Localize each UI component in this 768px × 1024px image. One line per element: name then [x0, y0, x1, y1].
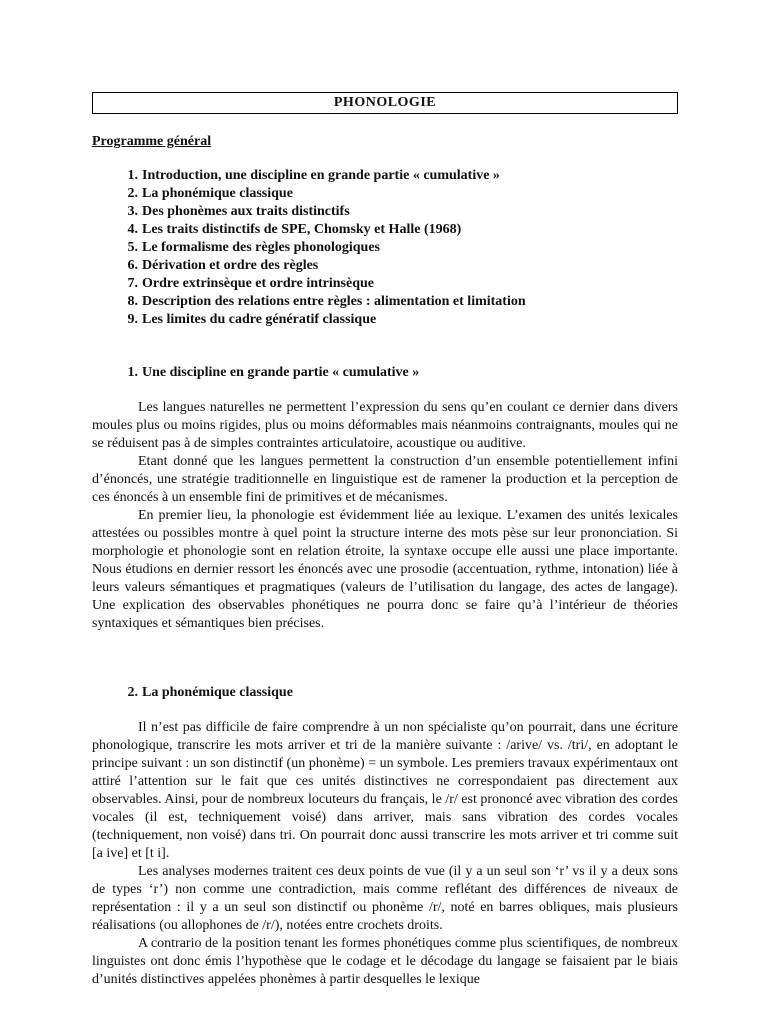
paragraph: Les langues naturelles ne permettent l’expression du sens qu’en coulant ce dernier dans divers moules plus ou moins rigides, plus ou moins déformables mais néanmoins contraignants, moules qui ne se réduisent pas à de simples contraintes articulatoire, acoustique ou auditive. [92, 400, 678, 451]
toc-label: Ordre extrinsèque et ordre intrinsèque [142, 276, 375, 291]
document-title: PHONOLOGIE [92, 92, 678, 114]
toc-item [92, 275, 676, 293]
toc-item [92, 203, 676, 221]
toc-item [92, 167, 676, 185]
section-body [92, 719, 678, 989]
toc-label: Des phonèmes aux traits distinctifs [142, 204, 350, 219]
toc-item [92, 221, 676, 239]
paragraph: En premier lieu, la phonologie est évidemment liée au lexique. L’examen des unités lexicales attestées ou possibles montre à quel point la structure interne des mots pèse sur leur prononciation. Si morphologie et phonologie sont en relation étroite, la syntaxe occupe elle aussi une place importante. Nous étudions en dernier ressort les énoncés avec une prosodie (accentuation, rythme, intonation) liée à leurs valeurs sémantiques et pragmatiques (valeurs de l’utilisation du langage, des actes de langage). Une explication des observables phonétiques ne pourra donc se faire qu’à l’intérieur de théories syntaxiques et sémantiques bien précises. [92, 508, 678, 631]
toc-label: La phonémique classique [142, 186, 293, 201]
toc-number: 6. [127, 258, 138, 273]
section-number: 2. [127, 685, 138, 700]
toc-item [92, 293, 676, 311]
section-heading [92, 684, 676, 702]
toc-label: Description des relations entre règles : alimentation et limitation [142, 294, 526, 309]
paragraph: Il n’est pas difficile de faire comprendre à un non spécialiste qu’on pourrait, dans une écriture phonologique, transcrire les mots arriver et tri de la manière suivante : /arive/ vs. /tri/, en adoptant le principe suivant : un son distinctif (un phonème) = un symbole. Les premiers travaux expérimentaux ont attiré l’attention sur le fait que ces unités distinctives ne correspondaient pas directement aux observables. Ainsi, pour de nombreux locuteurs du français, le /r/ est prononcé avec vibration des cordes vocales (il est, techniquement voisé) dans arriver, mais sans vibration des cordes vocales (techniquement, non voisé) dans tri. On pourrait donc aussi transcrire les mots arriver et tri comme suit [a ive] et [t i]. [92, 720, 678, 861]
paragraph: Les analyses modernes traitent ces deux points de vue (il y a un seul son ‘r’ vs il y a deux sons de types ‘r’) non comme une contradiction, mais comme reflétant des différences de niveaux de représentation : il y a un seul son distinctif ou phonème /r/, noté en barres obliques, mais plusieurs réalisations (ou allophones de /r/), notées entre crochets droits. [92, 864, 678, 933]
toc-label: Dérivation et ordre des règles [142, 258, 319, 273]
toc-number: 3. [127, 204, 138, 219]
paragraph: Etant donné que les langues permettent la construction d’un ensemble potentiellement infini d’énoncés, une stratégie traditionnelle en linguistique est de ramener la production et la perception de ces énoncés à un ensemble fini de primitives et de mécanismes. [92, 454, 678, 505]
toc-number: 7. [127, 276, 138, 291]
toc-label: Les limites du cadre génératif classique [142, 312, 377, 327]
toc-number: 8. [127, 294, 138, 309]
toc-item [92, 239, 676, 257]
toc-label: Les traits distinctifs de SPE, Chomsky et Halle (1968) [142, 222, 462, 237]
toc-label: Le formalisme des règles phonologiques [142, 240, 380, 255]
table-of-contents [92, 167, 676, 329]
section-title: Une discipline en grande partie « cumulative » [142, 365, 420, 380]
toc-number: 1. [127, 168, 138, 183]
section-number: 1. [127, 365, 138, 380]
section-heading [92, 364, 676, 382]
program-heading: Programme général [92, 134, 212, 149]
toc-item [92, 257, 676, 275]
toc-number: 2. [127, 186, 138, 201]
toc-number: 9. [127, 312, 138, 327]
toc-item [92, 185, 676, 203]
toc-number: 4. [127, 222, 138, 237]
toc-label: Introduction, une discipline en grande partie « cumulative » [142, 168, 500, 183]
section-body [92, 399, 678, 633]
section-title: La phonémique classique [142, 685, 293, 700]
toc-number: 5. [127, 240, 138, 255]
paragraph: A contrario de la position tenant les formes phonétiques comme plus scientifiques, de nombreux linguistes ont donc émis l’hypothèse que le codage et le décodage du langage se faisaient par le biais d’unités distinctives appelées phonèmes à partir desquelles le lexique [92, 936, 678, 987]
toc-item [92, 311, 676, 329]
